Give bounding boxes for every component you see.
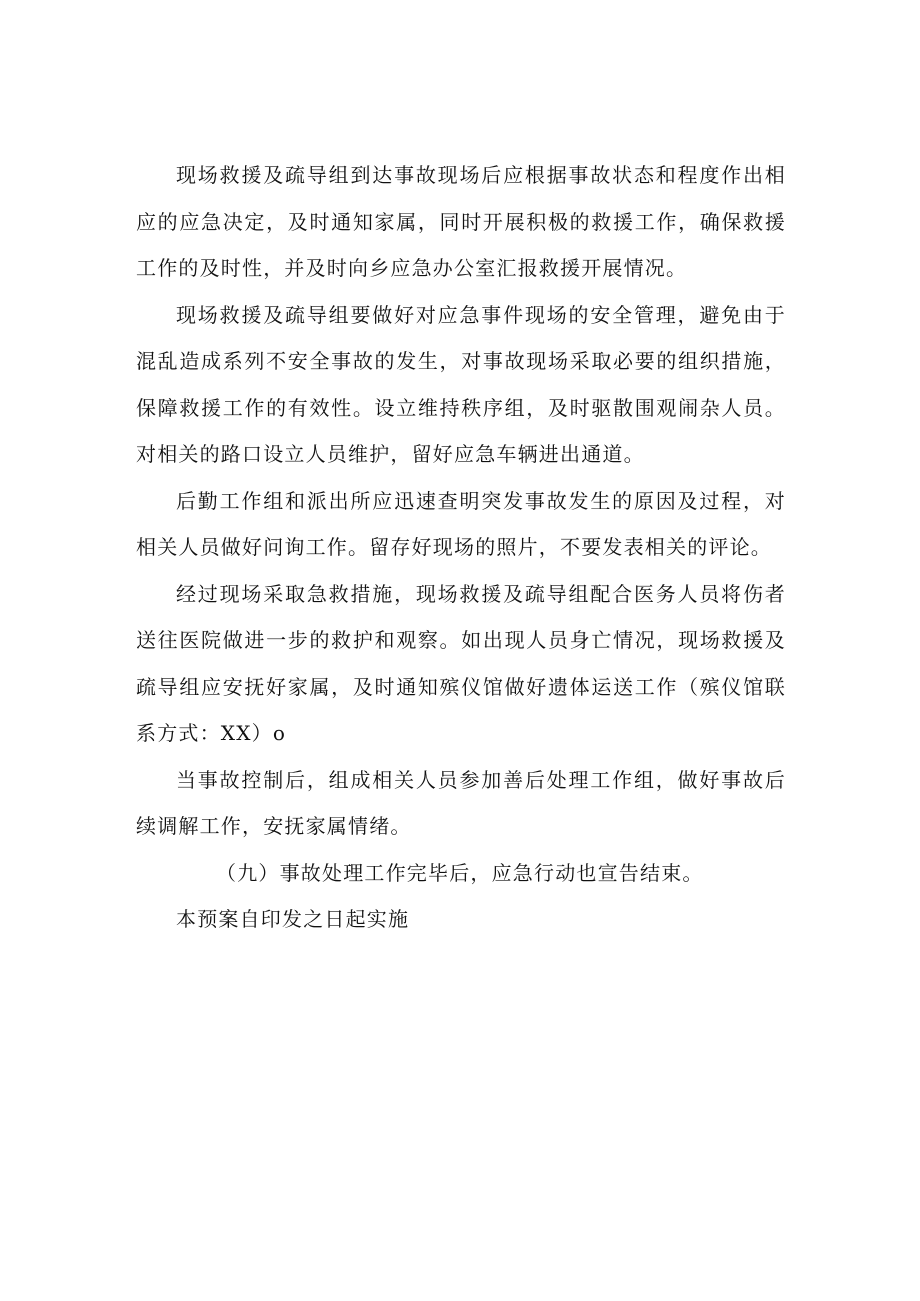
paragraph-site-safety: 现场救援及疏导组要做好对应急事件现场的安全管理，避免由于混乱造成系列不安全事故的发生，对事故现场采取必要的组织措施，保障救援工作的有效性。设立维持秩序组，及时驱散围观闹杂人员。对相关的路口设立人员维护，留好应急车辆进出通道。 [136,302,786,466]
paragraph-section-nine: （九）事故处理工作完毕后，应急行动也宣告结束。 [216,860,704,885]
document-body [136,152,786,943]
paragraph-effective-date: 本预案自印发之日起实施 [176,907,410,931]
paragraph-logistics-investigation: 后勤工作组和派出所应迅速查明突发事故发生的原因及过程，对相关人员做好问询工作。留存好现场的照片，不要发表相关的评论。 [136,488,786,559]
paragraph-first-aid: 经过现场采取急救措施，现场救援及疏导组配合医务人员将伤者送往医院做进一步的救护和观察。如出现人员身亡情况，现场救援及疏导组应安抚好家属，及时通知殡仪馆做好遗体运送工作（殡仪馆联系方式：XX）o [136,581,786,745]
paragraph-rescue-decision: 现场救援及疏导组到达事故现场后应根据事故状态和程度作出相应的应急决定，及时通知家属，同时开展积极的救援工作，确保救援工作的及时性，并及时向乡应急办公室汇报救援开展情况。 [136,163,786,280]
paragraph-aftermath: 当事故控制后，组成相关人员参加善后处理工作组，做好事故后续调解工作，安抚家属情绪。 [136,767,786,838]
